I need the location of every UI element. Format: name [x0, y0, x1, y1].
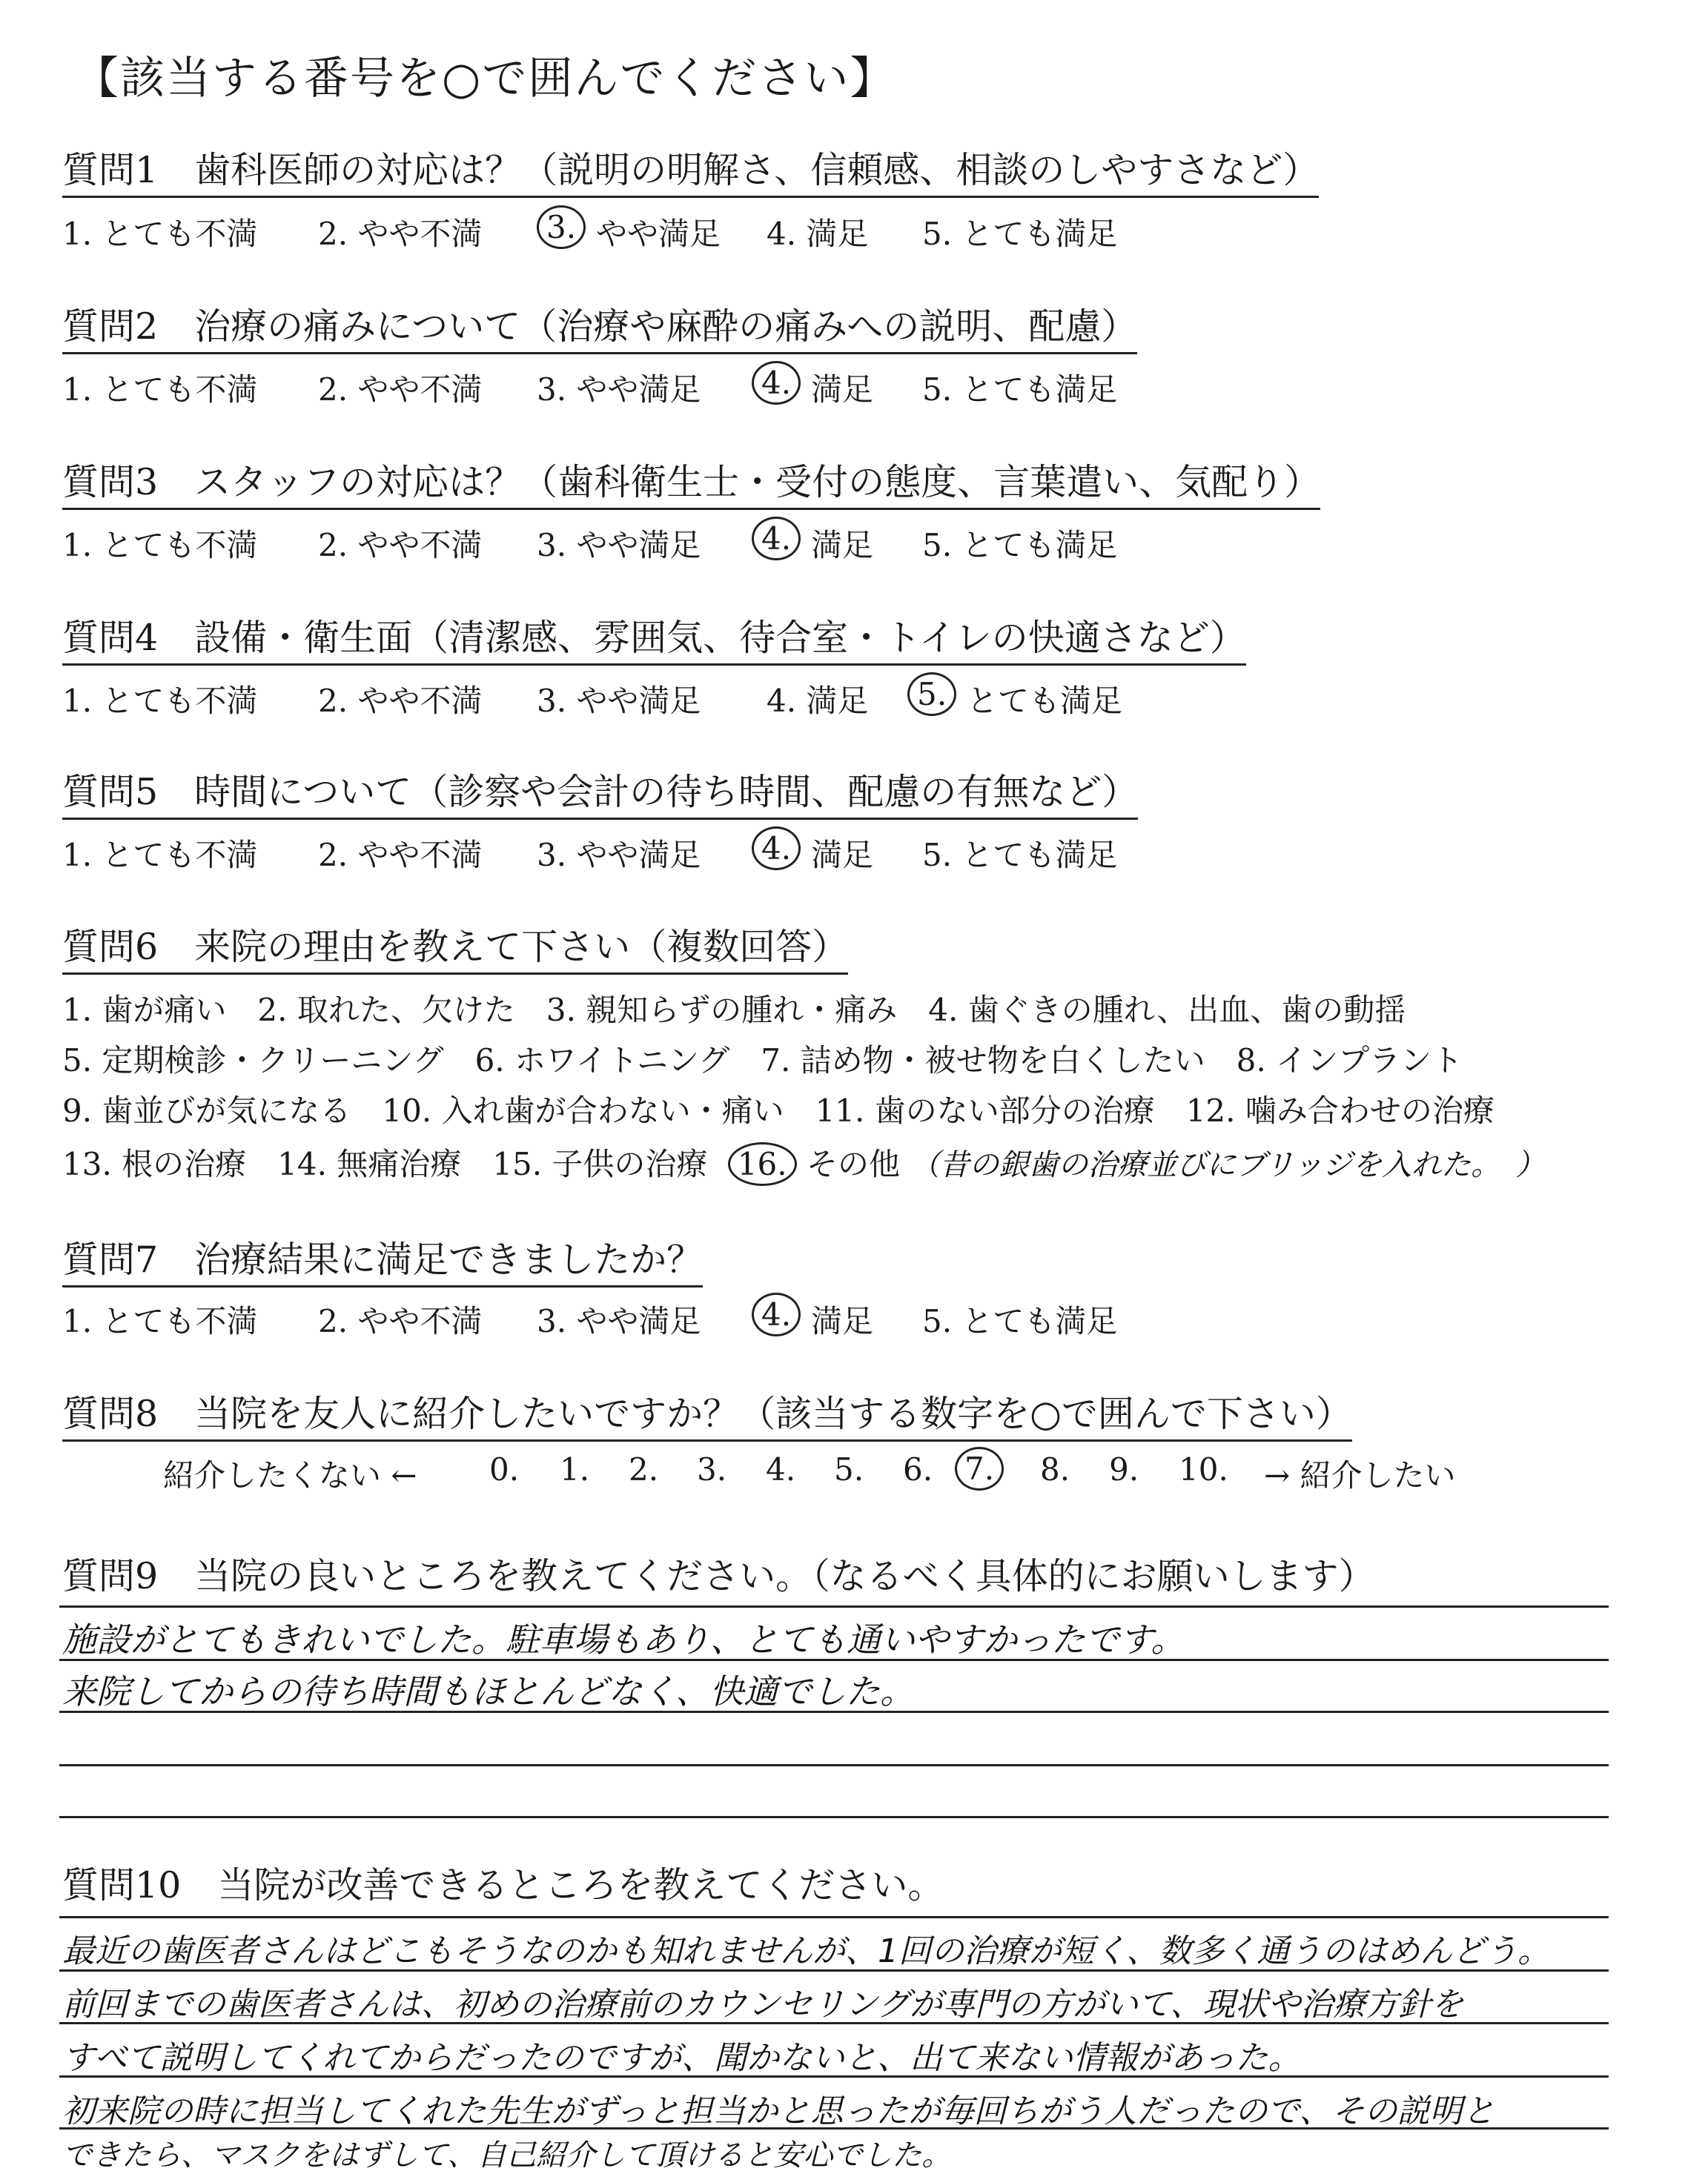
question-3-heading: 質問3 スタッフの対応は？（歯科衛生士・受付の態度、言葉遣い、気配り）: [62, 462, 1320, 510]
q2-option-3[interactable]: 3. やや満足: [537, 371, 701, 408]
question-7-heading: 質問7 治療結果に満足できましたか？: [62, 1239, 703, 1288]
q7-option-1[interactable]: 1. とても不満: [62, 1303, 258, 1339]
q10-answer-line-1[interactable]: 最近の歯医者さんはどこもそうなのかも知れませんが、1回の治療が短く、数多く通うのはめんどう。: [62, 1932, 1551, 1970]
question-5-options: [62, 831, 1174, 875]
q6-reasons-row-1[interactable]: 1. 歯が痛い 2. 取れた、欠けた 3. 親知らずの腫れ・痛み 4. 歯ぐきの腫れ、出血、歯の動揺: [62, 992, 1406, 1028]
q8-option-6[interactable]: 6.: [903, 1451, 933, 1488]
q9-line-5: [59, 1816, 1609, 1818]
question-3-options: [62, 521, 1174, 566]
q8-option-1[interactable]: 1.: [560, 1451, 590, 1488]
q7-option-3[interactable]: 3. やや満足: [537, 1303, 701, 1339]
q6-reasons-13-15[interactable]: 13. 根の治療 14. 無痛治療 15. 子供の治療: [62, 1146, 708, 1182]
q10-line-2: [59, 1969, 1609, 1972]
q4-option-5-circled[interactable]: 5.: [907, 672, 956, 716]
q8-option-7-circled[interactable]: 7.: [955, 1447, 1004, 1491]
q5-option-4-circled[interactable]: 4.: [752, 826, 801, 870]
q2-option-1[interactable]: 1. とても不満: [62, 371, 258, 408]
q4-option-4[interactable]: 4. 満足: [767, 683, 869, 719]
q4-option-5-label: とても満足: [967, 683, 1123, 719]
q10-answer-line-3[interactable]: すべて説明してくれてからだったのですが、聞かないと、出て来ない情報があった。: [62, 2039, 1301, 2077]
q6-reasons-row-2[interactable]: 5. 定期検診・クリーニング 6. ホワイトニング 7. 詰め物・被せ物を白くしたい 8. インプラント: [62, 1042, 1463, 1078]
q6-reasons-row-4: [62, 1140, 1545, 1186]
q9-line-4: [59, 1764, 1609, 1766]
question-2-heading: 質問2 治療の痛みについて（治療や麻酔の痛みへの説明、配慮）: [62, 306, 1137, 354]
q1-option-1[interactable]: 1. とても不満: [62, 216, 258, 252]
q1-option-3-circled[interactable]: 3.: [537, 205, 586, 249]
question-1-heading: 質問1 歯科医師の対応は？（説明の明解さ、信頼感、相談のしやすさなど）: [62, 150, 1319, 198]
q2-option-4-circled[interactable]: 4.: [752, 361, 801, 405]
q7-option-5[interactable]: 5. とても満足: [922, 1303, 1118, 1339]
q6-reasons-row-3[interactable]: 9. 歯並びが気になる 10. 入れ歯が合わない・痛い 11. 歯のない部分の治療 12. 噛み合わせの治療: [62, 1093, 1494, 1129]
q6-other-handwritten[interactable]: （昔の銀歯の治療並びにブリッジを入れた。 ）: [910, 1148, 1546, 1182]
q9-line-2: [59, 1659, 1609, 1661]
question-10-heading: 質問10 当院が改善できるところを教えてください。: [62, 1864, 944, 1906]
q1-option-5[interactable]: 5. とても満足: [922, 216, 1118, 252]
question-4-options: [62, 677, 1174, 721]
q8-option-3[interactable]: 3.: [697, 1451, 727, 1488]
page-title: 【該当する番号を○で囲んでください】: [74, 53, 896, 105]
q8-option-9[interactable]: 9.: [1109, 1451, 1139, 1488]
q5-option-1[interactable]: 1. とても不満: [62, 837, 258, 873]
q3-option-4-circled[interactable]: 4.: [752, 517, 801, 560]
q5-option-4-label: 満足: [811, 837, 874, 873]
question-2-options: [62, 365, 1174, 410]
q3-option-3[interactable]: 3. やや満足: [537, 527, 701, 563]
question-5-heading: 質問5 時間について（診察や会計の待ち時間、配慮の有無など）: [62, 772, 1138, 820]
q10-line-5: [59, 2127, 1609, 2130]
q8-option-5[interactable]: 5.: [834, 1451, 864, 1488]
q7-option-4-circled[interactable]: 4.: [752, 1293, 801, 1336]
q8-option-8[interactable]: 8.: [1040, 1451, 1070, 1488]
q8-right-label: → 紹介したい: [1264, 1457, 1456, 1494]
q8-option-0[interactable]: 0.: [489, 1451, 520, 1488]
q8-left-label: 紹介したくない ←: [163, 1457, 417, 1494]
q10-line-4: [59, 2075, 1609, 2078]
q4-option-3[interactable]: 3. やや満足: [537, 683, 701, 719]
q3-option-1[interactable]: 1. とても不満: [62, 527, 258, 563]
q1-option-3-label: やや満足: [596, 216, 721, 252]
q10-line-1: [59, 1916, 1609, 1918]
question-9-heading: 質問9 当院の良いところを教えてください。（なるべく具体的にお願いします）: [62, 1555, 1375, 1597]
q3-option-4-label: 満足: [811, 527, 874, 563]
q7-option-4-label: 満足: [811, 1303, 874, 1339]
q10-answer-line-4[interactable]: 初来院の時に担当してくれた先生がずっと担当かと思ったが毎回ちがう人だったので、その説明と: [62, 2092, 1495, 2130]
question-6-heading: 質問6 来院の理由を教えて下さい（複数回答）: [62, 927, 848, 975]
q8-scale: [163, 1451, 1512, 1496]
q9-answer-line-1[interactable]: 施設がとてもきれいでした。駐車場もあり、とても通いやすかったです。: [62, 1620, 1185, 1660]
q6-option-16-circled[interactable]: 16.: [728, 1142, 797, 1186]
q6-other-label: その他: [806, 1146, 900, 1182]
q7-option-2[interactable]: 2. やや不満: [318, 1303, 483, 1339]
q3-option-2[interactable]: 2. やや不満: [318, 527, 483, 563]
q4-option-1[interactable]: 1. とても不満: [62, 683, 258, 719]
q9-line-1: [59, 1605, 1609, 1608]
q4-option-2[interactable]: 2. やや不満: [318, 683, 483, 719]
q8-option-10[interactable]: 10.: [1179, 1451, 1228, 1488]
q8-option-2[interactable]: 2.: [629, 1451, 659, 1488]
q2-option-2[interactable]: 2. やや不満: [318, 371, 483, 408]
q10-line-3: [59, 2022, 1609, 2024]
question-7-options: [62, 1297, 1174, 1342]
q8-option-4[interactable]: 4.: [766, 1451, 796, 1488]
q9-answer-line-2[interactable]: 来院してからの待ち時間もほとんどなく、快適でした。: [62, 1671, 915, 1711]
q5-option-2[interactable]: 2. やや不満: [318, 837, 483, 873]
q2-option-5[interactable]: 5. とても満足: [922, 371, 1118, 408]
q10-answer-line-2[interactable]: 前回までの歯医者さんは、初めの治療前のカウンセリングが専門の方がいて、現状や治療方針を: [62, 1986, 1464, 2024]
question-8-heading: 質問8 当院を友人に紹介したいですか？（該当する数字を○で囲んで下さい）: [62, 1393, 1352, 1442]
q5-option-3[interactable]: 3. やや満足: [537, 837, 701, 873]
q3-option-5[interactable]: 5. とても満足: [922, 527, 1118, 563]
question-1-options: [62, 210, 1174, 254]
q9-line-3: [59, 1711, 1609, 1713]
q1-option-2[interactable]: 2. やや不満: [318, 216, 483, 252]
q5-option-5[interactable]: 5. とても満足: [922, 837, 1118, 873]
q1-option-4[interactable]: 4. 満足: [767, 216, 869, 252]
q2-option-4-label: 満足: [811, 371, 874, 408]
question-4-heading: 質問4 設備・衛生面（清潔感、雰囲気、待合室・トイレの快適さなど）: [62, 617, 1246, 666]
q10-answer-line-5[interactable]: できたら、マスクをはずして、自己紹介して頂けると安心でした。: [62, 2138, 952, 2173]
